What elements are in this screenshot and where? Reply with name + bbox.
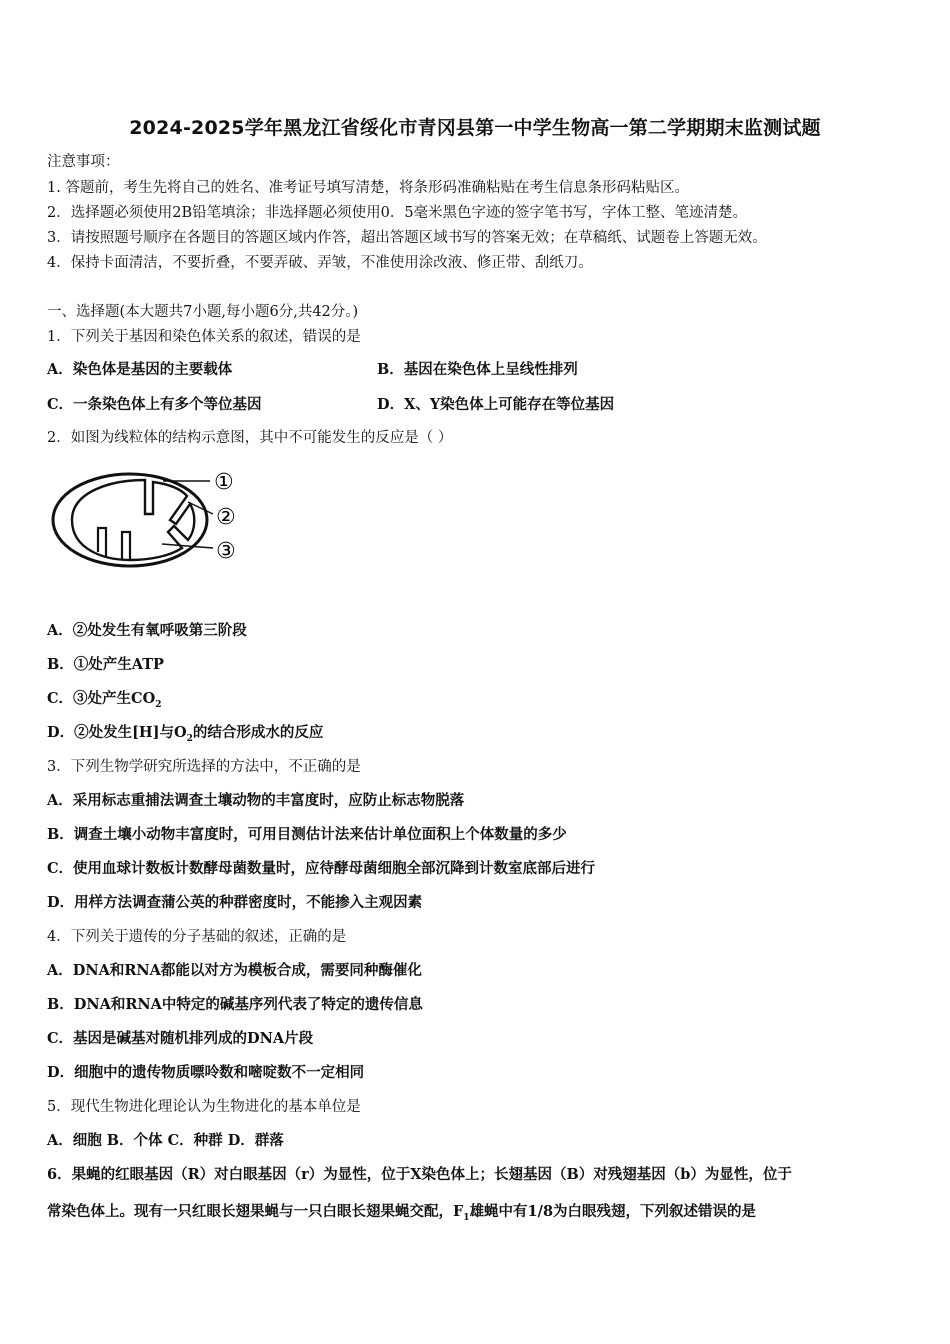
- page-title: 2024-2025学年黑龙江省绥化市青冈县第一中学生物高一第二学期期末监测试题: [129, 117, 821, 139]
- q5-options: A．细胞 B．个体 C．种群 D．群落: [47, 1132, 284, 1149]
- section-heading: 一、选择题(本大题共7小题,每小题6分,共42分。): [47, 304, 359, 320]
- q2-stem: 2．如图为线粒体的结构示意图，其中不可能发生的反应是（ ）: [47, 430, 453, 446]
- label-1: ①: [214, 470, 234, 495]
- q1-option-d: D．X、Y染色体上可能存在等位基因: [377, 396, 615, 413]
- q4-option-a: A．DNA和RNA都能以对方为模板合成，需要同种酶催化: [47, 962, 422, 979]
- notice-heading: 注意事项：: [47, 154, 120, 170]
- notice-item-1: 1. 答题前，考生先将自己的姓名、准考证号填写清楚，将条形码准确粘贴在考生信息条形码粘贴区。: [47, 180, 689, 196]
- q4-option-b: B．DNA和RNA中特定的碱基序列代表了特定的遗传信息: [47, 996, 423, 1013]
- q6-line-1: 6．果蝇的红眼基因（R）对白眼基因（r）为显性，位于X染色体上；长翅基因（B）对残翅基因（b）为显性，位于: [47, 1166, 792, 1183]
- notice-item-4: 4．保持卡面清洁，不要折叠，不要弄破、弄皱，不准使用涂改液、修正带、刮纸刀。: [47, 255, 593, 271]
- q4-option-c: C．基因是碱基对随机排列成的DNA片段: [47, 1030, 314, 1047]
- q3-option-d: D．用样方法调查蒲公英的种群密度时，不能掺入主观因素: [47, 894, 423, 911]
- label-3: ③: [216, 539, 236, 564]
- q2-option-a: A．②处发生有氧呼吸第三阶段: [47, 622, 247, 639]
- q6-line-2: 常染色体上。现有一只红眼长翅果蝇与一只白眼长翅果蝇交配，$F_1$雄蝇中有1/8为白眼残翅，下列叙述错误的是: [47, 1203, 757, 1223]
- q4-stem: 4．下列关于遗传的分子基础的叙述，正确的是: [47, 929, 347, 945]
- q1-option-a: A．染色体是基因的主要载体: [47, 361, 233, 378]
- q3-option-a: A．采用标志重捕法调查土壤动物的丰富度时，应防止标志物脱落: [47, 792, 465, 809]
- q1-option-c: C．一条染色体上有多个等位基因: [47, 396, 262, 413]
- q3-stem: 3．下列生物学研究所选择的方法中，不正确的是: [47, 759, 361, 775]
- q3-option-b: B．调查土壤小动物丰富度时，可用目测估计法来估计单位面积上个体数量的多少: [47, 826, 567, 843]
- q2-option-d: D．②处发生[H]与$O_2$的结合形成水的反应: [47, 724, 324, 744]
- q4-option-d: D．细胞中的遗传物质嘌呤数和嘧啶数不一定相同: [47, 1064, 365, 1081]
- q2-option-c: C．③处产生$CO_2$: [47, 690, 162, 710]
- q2-option-b: B．①处产生ATP: [47, 656, 164, 673]
- q1-stem: 1．下列关于基因和染色体关系的叙述，错误的是: [47, 329, 361, 345]
- label-2: ②: [216, 505, 236, 530]
- mitochondrion-diagram: [50, 462, 250, 582]
- notice-item-2: 2．选择题必须使用2B铅笔填涂；非选择题必须使用0．5毫米黑色字迹的签字笔书写，字体工整、笔迹清楚。: [47, 205, 748, 221]
- notice-item-3: 3．请按照题号顺序在各题目的答题区域内作答，超出答题区域书写的答案无效；在草稿纸、试题卷上答题无效。: [47, 230, 767, 246]
- q1-option-b: B．基因在染色体上呈线性排列: [377, 361, 578, 378]
- q5-stem: 5．现代生物进化理论认为生物进化的基本单位是: [47, 1099, 361, 1115]
- q3-option-c: C．使用血球计数板计数酵母菌数量时，应待酵母菌细胞全部沉降到计数室底部后进行: [47, 860, 596, 877]
